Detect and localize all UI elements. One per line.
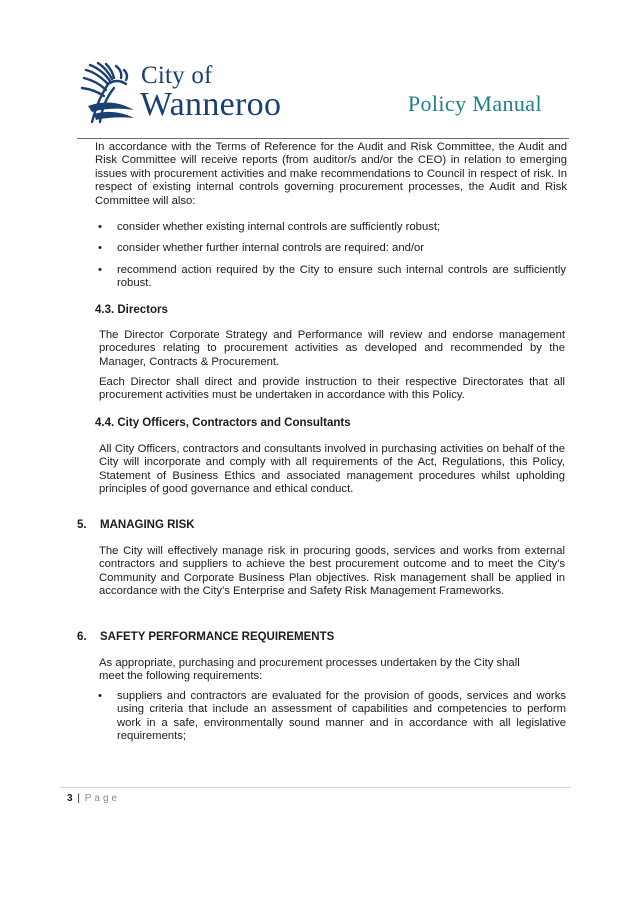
logo-line-city-of: City of — [141, 62, 213, 89]
city-of-wanneroo-logo — [80, 60, 300, 130]
footer-divider — [60, 787, 571, 788]
heading-4-3-directors: 4.3. Directors — [95, 304, 168, 316]
section-number: 5. — [77, 519, 87, 531]
list-item — [96, 264, 566, 291]
intro-paragraph: In accordance with the Terms of Reference for the Audit and Risk Committee, the Audit and Risk Committee will receive reports (from auditor/s and/or the CEO) in relation to emerging issues with procurement activities and make recommendations to Council in respect of risk. In respect of existing internal controls governing procurement processes, the Audit and Risk Committee will also: — [95, 141, 567, 207]
intro-bullet-list — [96, 221, 566, 299]
header-divider — [77, 138, 569, 139]
list-item — [96, 690, 566, 744]
heading-6-safety-performance — [77, 630, 334, 644]
officers-paragraph: All City Officers, contractors and consultants involved in purchasing activities on behalf of the City will incorporate and comply with all requirements of the Act, Regulations, this Policy, Statement of Business Ethics and associated management procedures whilst upholding principles of good governance and ethical conduct. — [99, 443, 565, 496]
page-footer — [67, 793, 120, 805]
section-number: 6. — [77, 631, 87, 643]
list-item-text: consider whether further internal controls are required: and/or — [117, 242, 425, 255]
page-label: Page — [84, 793, 121, 804]
bullet-icon: • — [98, 221, 102, 233]
list-item-text: consider whether existing internal controls are sufficiently robust; — [117, 221, 441, 233]
bullet-icon: • — [98, 690, 102, 702]
list-item-text: recommend action required by the City to ensure such internal controls are sufficiently robust. — [117, 263, 566, 290]
kangaroo-paw-logo-icon — [80, 62, 136, 124]
safety-bullet-list — [96, 690, 566, 752]
bullet-icon: • — [98, 263, 102, 276]
logo-line-wanneroo: Wanneroo — [140, 86, 282, 123]
footer-separator: | — [77, 793, 80, 804]
page-number: 3 — [67, 793, 73, 804]
list-item — [96, 242, 566, 255]
directors-paragraph-2: Each Director shall direct and provide instruction to their respective Directorates that all procurement activities must be undertaken in accordance with this Policy. — [99, 376, 565, 402]
list-item — [96, 221, 566, 234]
heading-5-managing-risk — [77, 518, 195, 532]
bullet-icon: • — [98, 242, 102, 255]
safety-intro-paragraph: As appropriate, purchasing and procurement processes undertaken by the City shall meet the following requirements: — [99, 657, 520, 683]
section-title: SAFETY PERFORMANCE REQUIREMENTS — [100, 631, 335, 643]
directors-paragraph-1: The Director Corporate Strategy and Performance will review and endorse management procedures relating to procurement activities as developed and recommended by the Manager, Contracts & Procurement. — [99, 329, 565, 368]
section-title: MANAGING RISK — [100, 519, 195, 531]
document-title: Policy Manual — [407, 91, 542, 116]
heading-4-4-city-officers: 4.4. City Officers, Contractors and Consultants — [95, 417, 351, 429]
managing-risk-paragraph: The City will effectively manage risk in procuring goods, services and works from external contractors and suppliers to achieve the best procurement outcome and to meet the City's Community and Corporate Business Plan objectives. Risk management shall be applied in accordance with the City's Enterprise and Safety Risk Management Frameworks. — [99, 545, 565, 598]
list-item-text: suppliers and contractors are evaluated for the provision of goods, services and works using criteria that include an assessment of capabilities and competencies to perform work in a safe, environmentally sound manner and in accordance with all legislative requirements; — [117, 690, 566, 743]
